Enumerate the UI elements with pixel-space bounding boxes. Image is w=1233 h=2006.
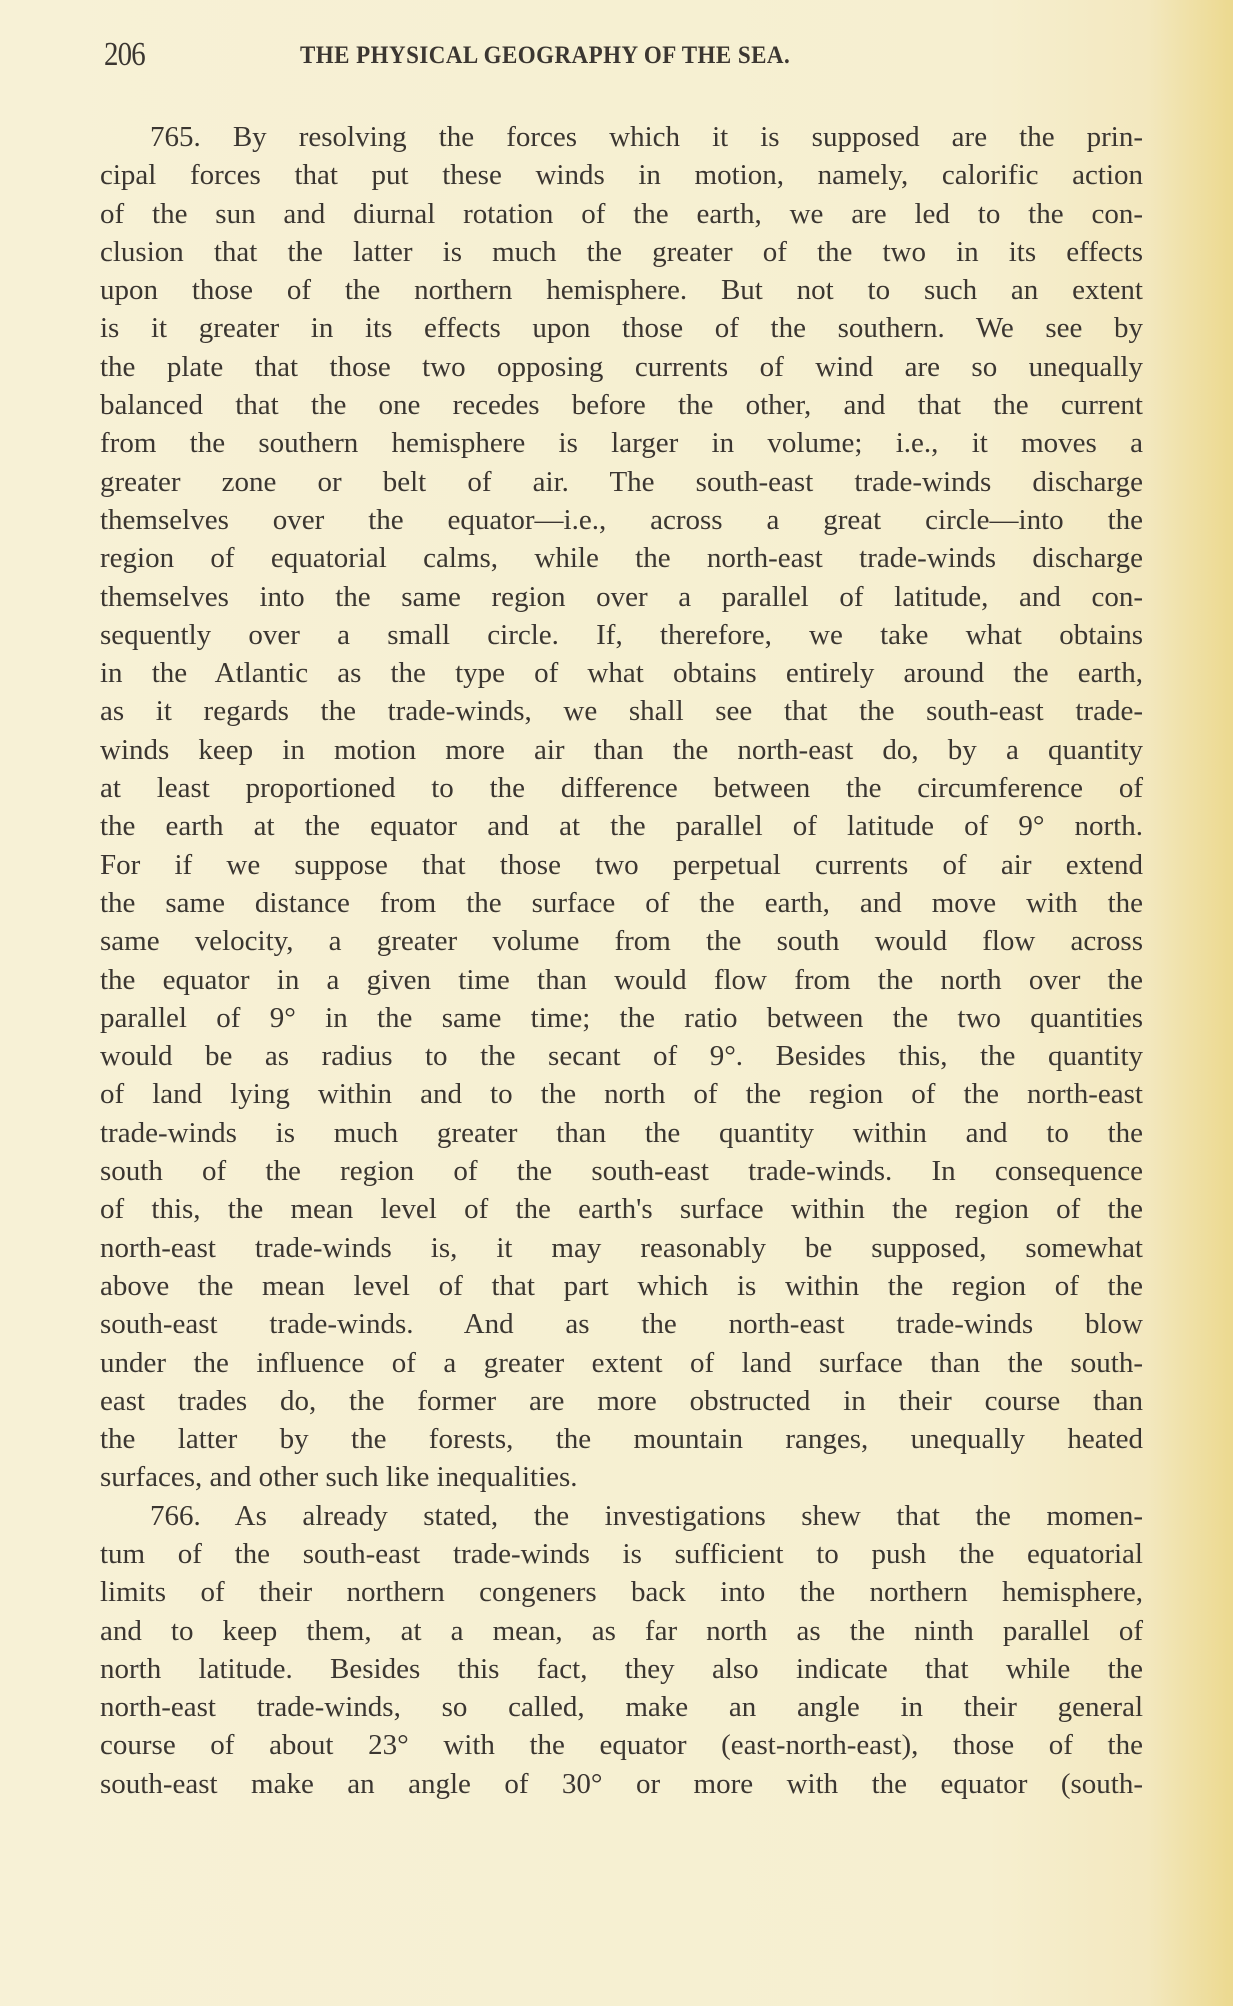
text-line: from the southern hemisphere is larger in volume; i.e., it moves a [100, 427, 1143, 460]
text-line: cipal forces that put these winds in motion, namely, calorific action [100, 159, 1143, 192]
text-line: region of equatorial calms, while the north-east trade-winds discharge [100, 542, 1143, 575]
text-line: themselves into the same region over a parallel of latitude, and con- [100, 580, 1143, 613]
text-line: surfaces, and other such like inequalities. [100, 1461, 578, 1494]
text-line: and to keep them, at a mean, as far north as the ninth parallel of [100, 1614, 1143, 1647]
text-line: of this, the mean level of the earth's surface within the region of the [100, 1193, 1143, 1226]
text-line: above the mean level of that part which is within the region of the [100, 1269, 1143, 1302]
page-number: 206 [104, 36, 145, 73]
text-line: themselves over the equator—i.e., across a great circle—into the [100, 503, 1143, 536]
text-line: would be as radius to the secant of 9°. Besides this, the quantity [100, 1040, 1143, 1073]
text-line: the earth at the equator and at the parallel of latitude of 9° north. [100, 810, 1143, 843]
text-line: north-east trade-winds, so called, make an angle in their general [100, 1691, 1143, 1724]
paragraph [100, 1497, 1143, 1803]
text-line: the latter by the forests, the mountain ranges, unequally heated [100, 1423, 1143, 1456]
text-line: course of about 23° with the equator (east-north-east), those of the [100, 1729, 1143, 1762]
text-line: upon those of the northern hemisphere. But not to such an extent [100, 274, 1143, 307]
text-line: south of the region of the south-east trade-winds. In consequence [100, 1155, 1143, 1188]
text-line: at least proportioned to the difference between the circumference of [100, 772, 1143, 805]
text-line: clusion that the latter is much the greater of the two in its effects [100, 235, 1143, 268]
text-line: the plate that those two opposing currents of wind are so unequally [100, 350, 1143, 383]
text-line: north latitude. Besides this fact, they also indicate that while the [100, 1652, 1143, 1685]
text-line: as it regards the trade-winds, we shall see that the south-east trade- [100, 695, 1143, 728]
text-line: of the sun and diurnal rotation of the earth, we are led to the con- [100, 197, 1143, 230]
text-line: greater zone or belt of air. The south-east trade-winds discharge [100, 465, 1143, 498]
text-line: tum of the south-east trade-winds is sufficient to push the equatorial [100, 1537, 1143, 1570]
running-title: THE PHYSICAL GEOGRAPHY OF THE SEA. [300, 42, 791, 69]
text-line: trade-winds is much greater than the quantity within and to the [100, 1116, 1143, 1149]
text-line: limits of their northern congeners back into the northern hemisphere, [100, 1576, 1143, 1609]
text-line: south-east make an angle of 30° or more with the equator (south- [100, 1767, 1143, 1800]
text-line: east trades do, the former are more obstructed in their course than [100, 1384, 1143, 1417]
text-line: winds keep in motion more air than the north-east do, by a quantity [100, 733, 1143, 766]
text-line: south-east trade-winds. And as the north-east trade-winds blow [100, 1308, 1143, 1341]
text-line: For if we suppose that those two perpetual currents of air extend [100, 848, 1143, 881]
text-line: 765. By resolving the forces which it is supposed are the prin- [150, 121, 1143, 153]
text-line: 766. As already stated, the investigations shew that the momen- [150, 1499, 1143, 1532]
text-line: of land lying within and to the north of the region of the north-east [100, 1078, 1143, 1111]
text-line: sequently over a small circle. If, therefore, we take what obtains [100, 618, 1143, 651]
text-line: is it greater in its effects upon those of the southern. We see by [100, 312, 1143, 345]
text-line: north-east trade-winds is, it may reasonably be supposed, somewhat [100, 1231, 1143, 1264]
text-line: balanced that the one recedes before the other, and that the current [100, 389, 1143, 422]
text-line: parallel of 9° in the same time; the ratio between the two quantities [100, 1001, 1143, 1034]
paragraph [100, 118, 1143, 1497]
text-line: under the influence of a greater extent of land surface than the south- [100, 1346, 1143, 1379]
text-line: in the Atlantic as the type of what obtains entirely around the earth, [100, 657, 1143, 690]
text-line: the same distance from the surface of the earth, and move with the [100, 886, 1143, 919]
body-text [100, 118, 1143, 1803]
text-line: same velocity, a greater volume from the south would flow across [100, 925, 1143, 958]
text-line: the equator in a given time than would flow from the north over the [100, 963, 1143, 996]
